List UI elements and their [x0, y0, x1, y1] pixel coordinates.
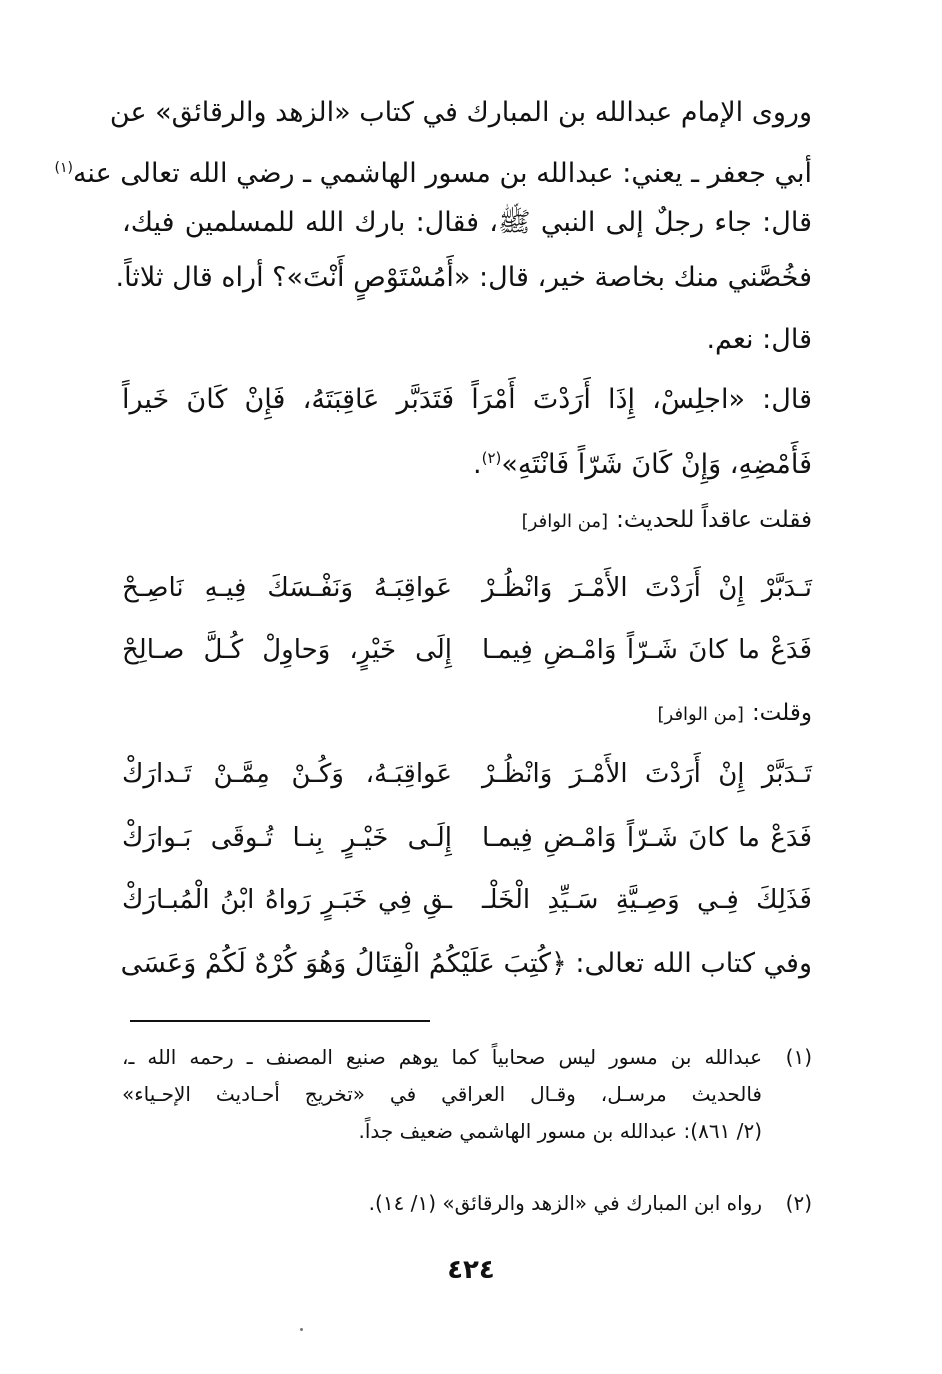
verse-first-hemistich: فَذَلِكَ فِـي وَصِـيَّةِ سَـيِّدِ الْخَلْـ: [482, 885, 812, 915]
footnote: [122, 1040, 812, 1150]
sentence-end: .: [473, 449, 482, 480]
verse-first-hemistich: تَـدَبَّرْ إِنْ أَرَدْتَ الأَمْـرَ وَانْظُـرْ: [482, 573, 812, 603]
poem-verse: [122, 878, 812, 922]
scan-speck: [300, 1328, 303, 1331]
poem-verse: [122, 566, 812, 610]
text-line: فخُصَّني منك بخاصة خير، قال: «أَمُسْتَوْصٍ أَنْتَ»؟ أراه قال ثلاثاً.: [115, 262, 812, 293]
footnote-line: (٢/ ٨٦١): عبدالله بن مسور الهاشمي ضعيف جداً.: [358, 1119, 762, 1143]
verse-first-hemistich: تَـدَبَّرْ إِنْ أَرَدْتَ الأَمْـرَ وَانْظُـرْ: [482, 759, 812, 789]
footnote-line: عبدالله بن مسور ليس صحابياً كما يوهم صنيع المصنف ـ رحمه الله ـ،: [122, 1045, 762, 1069]
poem-meter: [من الوافر]: [657, 704, 744, 725]
verse-second-hemistich: ـقِ فِي خَبَـرٍ رَواهُ ابْنُ الْمُبـارَكْ: [122, 885, 452, 915]
verse-second-hemistich: إِلَى خَيْرٍ، وَحاوِلْ كُـلَّ صـالِحْ: [122, 635, 452, 665]
quran-quote-line: وفي كتاب الله تعالى: ﴿كُتِبَ عَلَيْكُمُ الْقِتَالُ وَهُوَ كُرْهٌ لَكُمْ وَعَسَى: [120, 948, 812, 979]
poem-verse: [122, 628, 812, 672]
poem-verse: [122, 752, 812, 796]
page-number: ٤٢٤: [447, 1255, 495, 1285]
footnote-line: رواه ابن المبارك في «الزهد والرقائق» (١/ ١٤).: [368, 1191, 762, 1215]
poem-meter: [من الوافر]: [521, 511, 609, 532]
text-line: قال: نعم.: [706, 324, 812, 355]
footnote-line: فالحديث مرسـل، وقـال العراقي في «تخريج أحـاديث الإحـياء»: [122, 1082, 762, 1106]
text-line-content: فَأَمْضِهِ، وَإِنْ كَانَ شَرّاً فَانْتَهِ»: [501, 449, 812, 480]
poem-heading-text: وقلت:: [751, 700, 812, 726]
footnote-separator: [130, 1020, 430, 1022]
verse-second-hemistich: إِلَـى خَيْـرٍ بِنـا تُـوقَى بَـوارَكْ: [122, 823, 452, 853]
verse-second-hemistich: عَواقِبَـهُ وَنَفْـسَكَ فِيـهِ نَاصِـحْ: [122, 573, 452, 603]
footnote-ref-1: (١): [54, 160, 73, 176]
text-line: وروى الإمام عبدالله بن المبارك في كتاب «الزهد والرقائق» عن: [109, 97, 812, 128]
text-line: [122, 438, 812, 485]
verse-first-hemistich: فَدَعْ ما كانَ شَـرّاً وَامْـضِ فِيمـا: [482, 823, 812, 853]
footnote-ref-2: (٢): [481, 449, 502, 467]
text-line: [54, 148, 812, 194]
poem-heading-text: فقلت عاقداً للحديث:: [616, 507, 812, 533]
verse-first-hemistich: فَدَعْ ما كانَ شَـرّاً وَامْـضِ فِيمـا: [482, 635, 812, 665]
poem-heading: [658, 695, 813, 733]
footnote-number: (١): [785, 1045, 812, 1069]
poem-verse: [122, 816, 812, 860]
text-line: قال: «اجلِسْ، إِذَا أَرَدْتَ أَمْرَاً فَتَدَبَّر عَاقِبَتَهُ، فَإِنْ كَانَ خَيراً: [122, 384, 812, 415]
poem-heading: [522, 502, 812, 540]
footnote: [122, 1186, 812, 1226]
text-line: قال: جاء رجلٌ إلى النبي ﷺ، فقال: بارك الله للمسلمين فيك،: [122, 207, 812, 238]
text-line-content: أبي جعفر ـ يعني: عبدالله بن مسور الهاشمي ـ رضي الله تعالى عنه: [72, 158, 812, 189]
footnote-number: (٢): [785, 1191, 812, 1215]
verse-second-hemistich: عَواقِبَـهُ، وَكُـنْ مِمَّـنْ تَـدارَكْ: [122, 759, 452, 789]
